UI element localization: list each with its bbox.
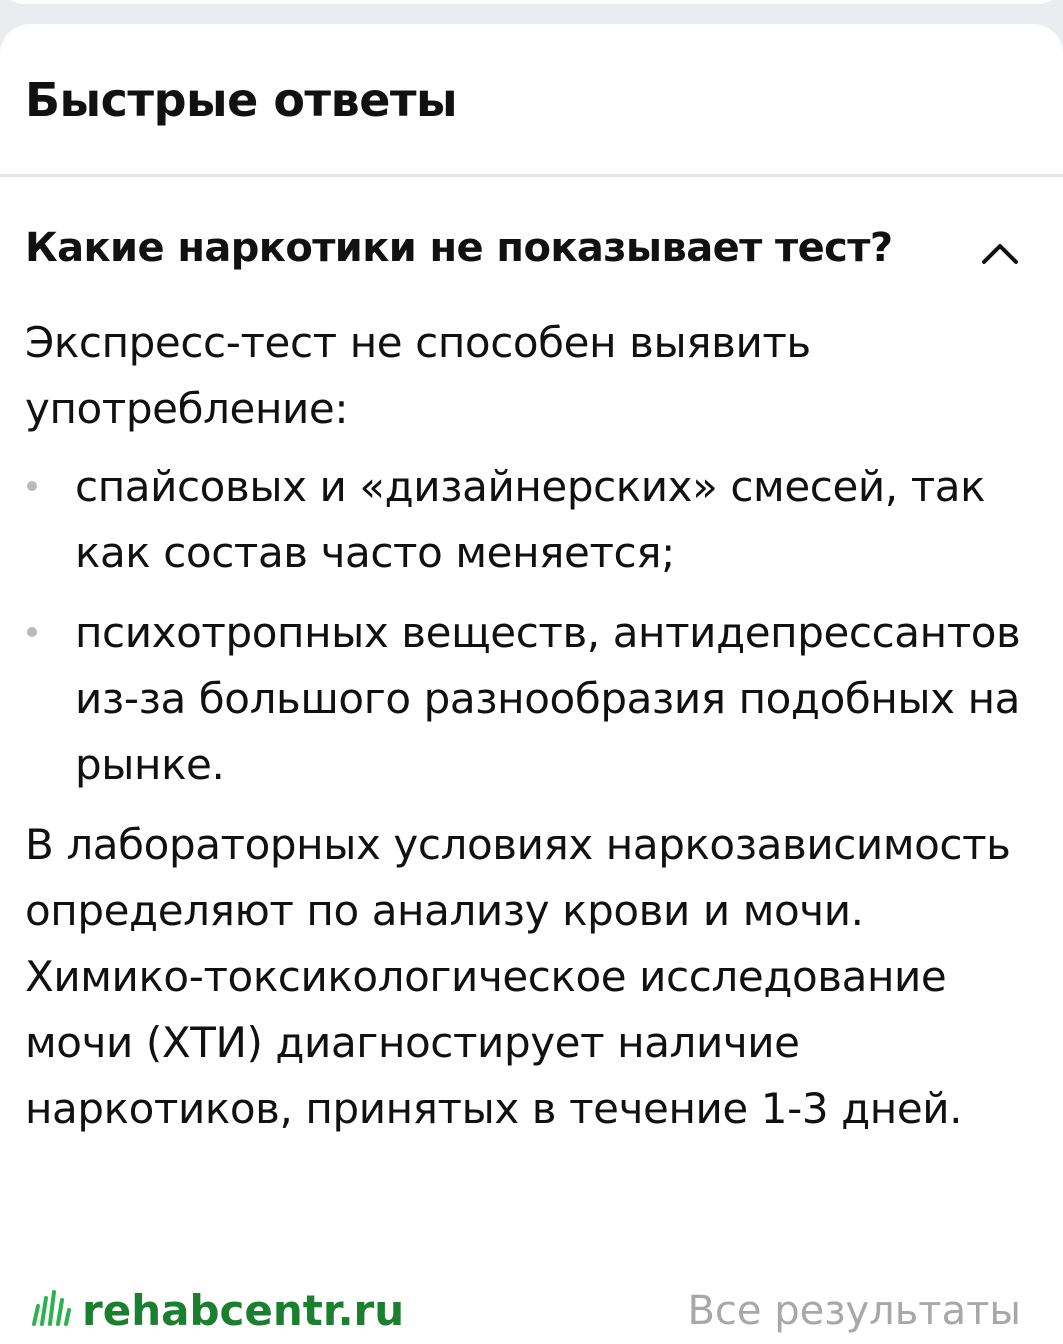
all-results-link[interactable]: Все результаты xyxy=(687,1288,1021,1334)
list-item xyxy=(25,600,1038,798)
bullet-icon xyxy=(27,627,37,637)
site-favicon-icon xyxy=(28,1290,72,1330)
answer-intro: Экспресс-тест не способен выявить употребление: xyxy=(25,318,811,433)
list-item xyxy=(25,454,1038,586)
source-link[interactable]: rehabcentr.ru xyxy=(82,1286,405,1335)
previous-card-bottom xyxy=(0,0,1063,4)
answer-conclusion: В лабораторных условиях наркозависимость определяют по анализу крови и мочи. Химико-токсикологическое исследование мочи (ХТИ) диагностирует наличие наркотиков, принятых в течение 1-3 дней. xyxy=(25,820,1011,1133)
card-title: Быстрые ответы xyxy=(25,73,458,127)
bullet-icon xyxy=(27,481,37,491)
source-row xyxy=(0,1262,1063,1335)
question-toggle[interactable] xyxy=(25,177,1038,317)
qa-item xyxy=(0,177,1063,1142)
answer-body xyxy=(25,310,1038,1142)
answer-list xyxy=(25,454,1038,798)
chevron-up-icon[interactable] xyxy=(978,231,1022,275)
list-item-text: психотропных веществ, антидепрессантов из-за большого разнообразия подобных на рынке. xyxy=(75,608,1021,789)
card-header xyxy=(0,24,1063,177)
list-item-text: спайсовых и «дизайнерских» смесей, так как состав часто меняется; xyxy=(75,462,986,577)
question-text: Какие наркотики не показывает тест? xyxy=(25,225,893,271)
quick-answers-card xyxy=(0,24,1063,1344)
